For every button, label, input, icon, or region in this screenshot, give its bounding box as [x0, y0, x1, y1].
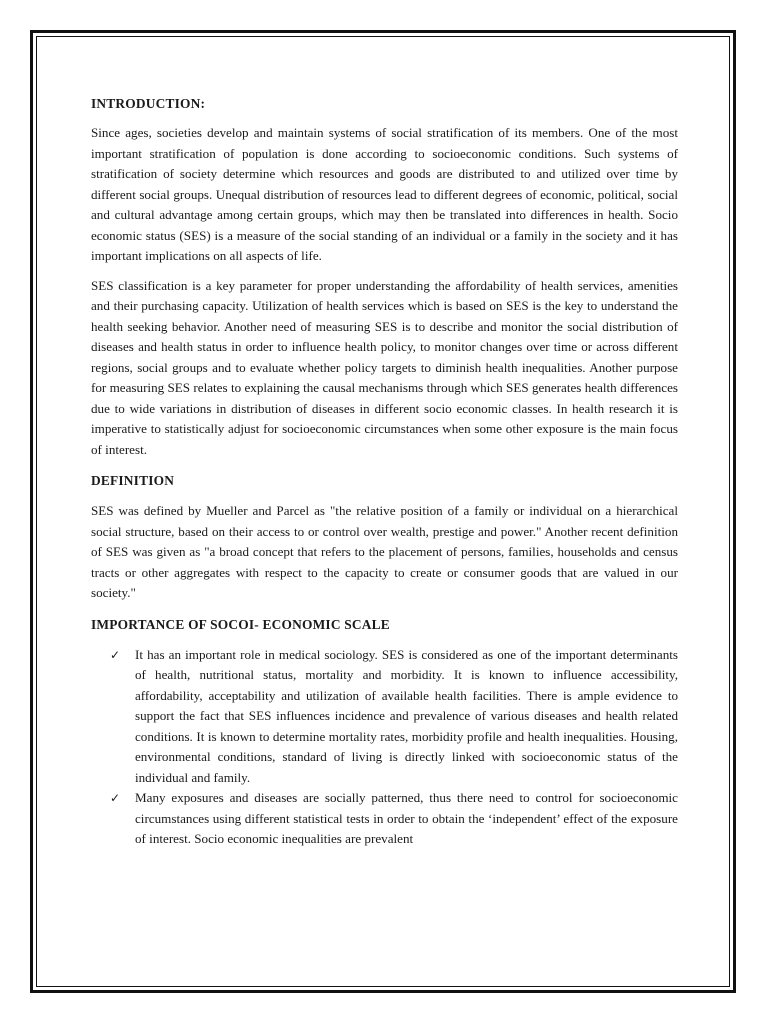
list-item-text: It has an important role in medical sociology. SES is considered as one of the important determinants of health, nutritional status, mortality and morbidity. It is known to influence accessibility, affordability, acceptability and utilization of available health facilities. There is ample evidence to support the fact that SES influences incidence and prevalence of various diseases and health related conditions. It is known to determine mortality rates, morbidity profile and health inequalities. Housing, environmental conditions, standard of living is directly linked with socioeconomic status of the individual and family.	[135, 646, 678, 785]
list-item	[91, 788, 678, 850]
check-icon: ✓	[110, 791, 121, 805]
definition-paragraph: SES was defined by Mueller and Parcel as "the relative position of a family or individual on a hierarchical social structure, based on their access to or control over wealth, prestige and power." Another recent definition of SES was given as "a broad concept that refers to the placement of persons, families, households and census tracts or other aggregates with respect to the capacity to create or consumer goods that are valued in our society."	[91, 503, 678, 600]
introduction-paragraph-1: Since ages, societies develop and maintain systems of social stratification of its members. One of the most important stratification of population is done according to socioeconomic conditions. Such systems of stratification of society determine which resources and goods are distributed to and utilized over time by different social groups. Unequal distribution of resources lead to different degrees of economic, political, social and cultural advantage among certain groups, which may then be translated into differences in health. Socio economic status (SES) is a measure of the social standing of an individual or a family in the society and it has important implications on all aspects of life.	[91, 125, 678, 263]
check-icon: ✓	[110, 647, 121, 662]
importance-list	[91, 645, 678, 850]
document-body	[91, 94, 678, 850]
definition-heading: DEFINITION	[91, 473, 175, 488]
introduction-paragraph-2: SES classification is a key parameter for proper understanding the affordability of health services, amenities and their purchasing capacity. Utilization of health services which is based on SES is the key to understand the health seeking behavior. Another need of measuring SES is to describe and monitor the social distribution of diseases and health status in order to influence health policy, to monitor changes over time or across different regions, social groups and to evaluate whether policy targets to diminish health inequalities. Another purpose for measuring SES relates to explaining the causal mechanisms through which SES generates health differences due to wide variations in distribution of diseases in different socio economic classes. In health research it is imperative to statistically adjust for socioeconomic circumstances when some other exposure is the main focus of interest.	[91, 277, 678, 457]
list-item	[91, 645, 678, 789]
introduction-heading: INTRODUCTION:	[91, 96, 206, 111]
list-item-text: Many exposures and diseases are socially patterned, thus there need to control for socioeconomic circumstances using different statistical tests in order to obtain the ‘independent’ effect of the exposure of interest. Socio economic inequalities are prevalent	[135, 790, 678, 846]
importance-heading: IMPORTANCE OF SOCOI- ECONOMIC SCALE	[91, 616, 390, 632]
